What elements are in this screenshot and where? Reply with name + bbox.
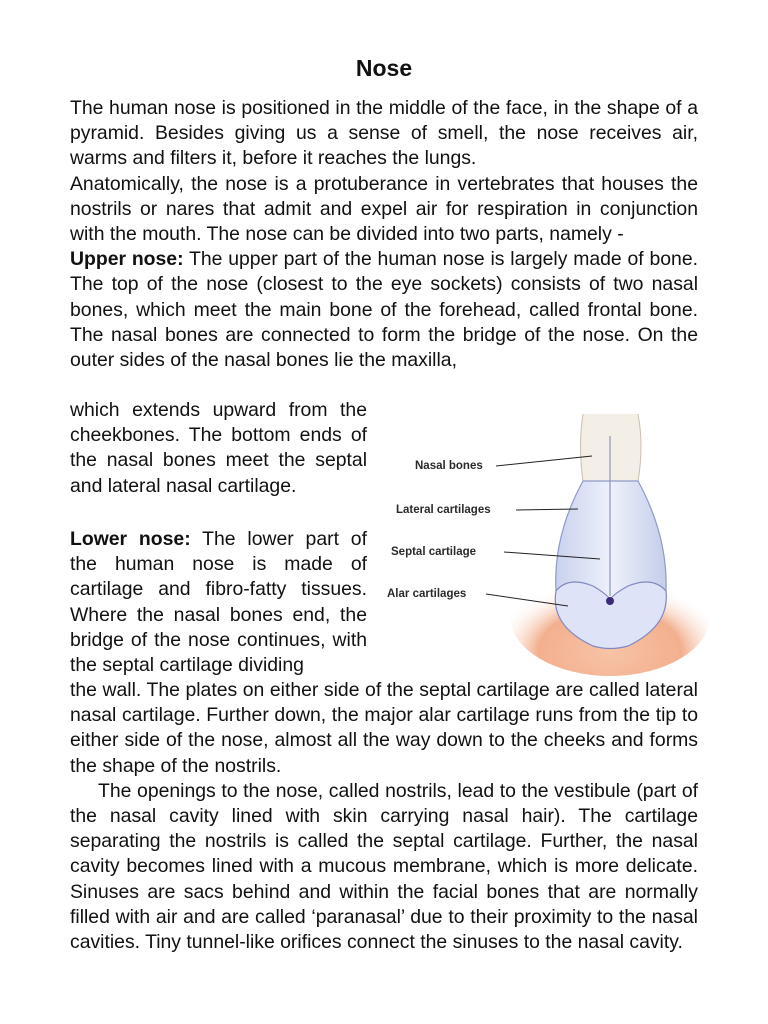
upper-nose-paragraph: [70, 247, 698, 373]
label-nasal-bones: Nasal bones: [415, 460, 483, 472]
lower-nose-text: The lower part of the human nose is made of cartilage and fibro-fatty tissues. Where the nasal bones end, the bridge of the nose continues, with the septal cartilage dividing: [70, 528, 367, 677]
label-septal-cartilage: Septal cartilage: [391, 546, 477, 558]
intro-paragraph-1: The human nose is positioned in the middle of the face, in the shape of a pyramid. Besides giving us a sense of smell, the nose receives air, warms and filters it, before it reaches the lungs.: [70, 97, 698, 170]
closing-paragraph: The openings to the nose, called nostrils, lead to the vestibule (part of the nasal cavity lined with skin carrying nasal hair). The cartilage separating the nostrils is called the septal cartilage. Further, the nasal cavity becomes lined with a mucous membrane, which is more delicate. Sinuses are sacs behind and within the facial bones that are normally filled with air and are called ‘paranasal’ due to their proximity to the nasal cavities. Tiny tunnel-like orifices connect the sinuses to the nasal cavity.: [70, 779, 698, 954]
lower-nose-heading: Lower nose:: [70, 528, 191, 550]
lower-nose-paragraph: [70, 527, 367, 678]
leader-nasal-bones: [496, 456, 592, 466]
nose-anatomy-figure: [378, 396, 708, 676]
intro-section: [70, 96, 698, 373]
lower-nose-continued-section: [70, 678, 698, 955]
label-alar-cartilages: Alar cartilages: [387, 588, 467, 600]
upper-nose-heading: Upper nose:: [70, 248, 184, 271]
lower-nose-text-continued: the wall. The plates on either side of the septal cartilage are called lateral nasal cartilage. Further down, the major alar cartilage runs from the tip to either side of the nose, almost all the way down to the cheeks and forms the shape of the nostrils.: [70, 679, 698, 777]
nasal-bone-shape: [581, 414, 642, 481]
leader-lateral-cartilages: [516, 509, 578, 510]
upper-nose-text-continued: which extends upward from the cheekbones. The bottom ends of the nasal bones meet the septal and lateral nasal cartilage.: [70, 399, 367, 497]
upper-nose-wrap: [70, 398, 367, 499]
nose-anatomy-illustration: [378, 396, 708, 676]
page-title: Nose: [355, 55, 413, 81]
label-lateral-cartilages: Lateral cartilages: [396, 504, 491, 516]
nasal-tip-mark: [606, 597, 614, 605]
lower-nose-wrap: [70, 527, 367, 678]
upper-nose-text: The upper part of the human nose is largely made of bone. The top of the nose (closest to the eye sockets) consists of two nasal bones, which meet the main bone of the forehead, called frontal bone. The nasal bones are connected to form the bridge of the nose. On the outer sides of the nasal bones lie the maxilla,: [70, 248, 698, 372]
intro-paragraph-2: Anatomically, the nose is a protuberance in vertebrates that houses the nostrils or nares that admit and expel air for respiration in conjunction with the mouth. The nose can be divided into two parts, namely -: [70, 172, 698, 246]
